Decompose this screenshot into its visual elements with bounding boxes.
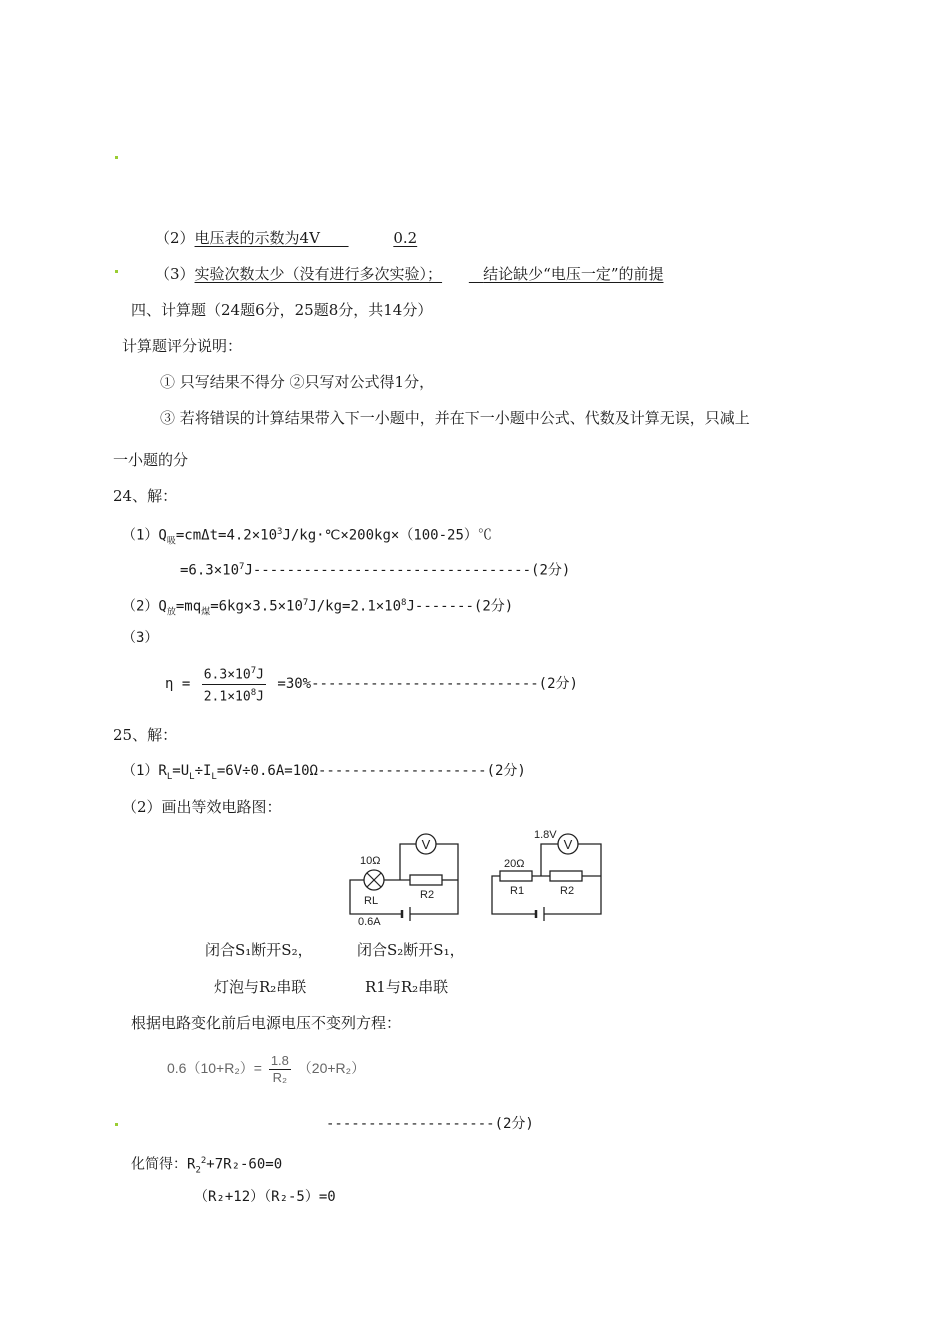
efficiency-fraction: $\frac{6.3\times 10^7J}{2.1\times 10^8J}$ <box>202 663 266 705</box>
scan-artifact <box>115 270 118 273</box>
p25-part1: $(1)R_L=U_L\div I_L=6V\div 0.6A=10\Omega--------------------(2$分) <box>122 763 526 782</box>
equation-score: --------------------(2分) <box>326 1116 534 1132</box>
scan-artifact <box>115 1123 118 1126</box>
svg-text:R1: R1 <box>510 885 525 897</box>
p24-part1: $(1)Q_吸=cm\Delta t=4.2\times 10^3J/kg\cdot℃\times 200kg\times(100-25)℃$ <box>122 527 492 547</box>
simplified-equation: 化简得：$R_2^2+7R_2-60=0$ <box>131 1156 283 1176</box>
circuit-diagram-2 <box>486 824 616 924</box>
answer-q2: （2）电压表的示数为4V 0.2 <box>155 229 418 247</box>
resistor-icon <box>500 871 532 881</box>
section-title: 四、计算题（24题6分，25题8分，共14分） <box>131 301 433 319</box>
svg-text:10Ω: 10Ω <box>360 855 381 867</box>
svg-text:RL: RL <box>364 895 379 907</box>
scan-artifact <box>115 156 118 159</box>
answer-q3: （3）实验次数太少（没有进行多次实验）； 结论缺少“电压一定”的前提 <box>155 265 664 283</box>
svg-text:20Ω: 20Ω <box>504 858 525 870</box>
q2-answer: 电压表的示数为4V <box>194 229 320 247</box>
circuit-2-caption: 闭合S₂断开S₁， <box>357 941 465 959</box>
circuit-diagram-1 <box>340 828 480 928</box>
svg-text:V: V <box>421 837 431 852</box>
resistor-icon <box>410 875 442 885</box>
problem-25-heading: 25、解： <box>113 726 178 744</box>
q2-answer2: 0.2 <box>393 229 418 247</box>
rule-3: ③ 若将错误的计算结果带入下一小题中，并在下一小题中公式、代数及计算无误，只减上 <box>160 409 750 427</box>
p24-part3: （3） <box>122 630 159 646</box>
svg-text:V: V <box>563 837 573 852</box>
circuit-1-caption: 闭合S₁断开S₂， <box>205 941 313 959</box>
svg-text:R2: R2 <box>420 889 435 901</box>
svg-text:R2: R2 <box>560 885 575 897</box>
problem-24-heading: 24、解： <box>113 487 178 505</box>
factored-equation: （R₂+12）（R₂-5）=0 <box>194 1189 336 1205</box>
rule-1: ① 只写结果不得分 ②只写对公式得1分， <box>160 373 435 391</box>
efficiency-formula: η = $\frac{6.3\times 10^7J}{2.1\times 10^8J}$ =30%---------------------------(2分) <box>165 662 578 706</box>
resistor-icon <box>550 871 582 881</box>
p24-part1-result: $=6.3\times 10^7J---------------------------------(2$分) <box>180 562 571 579</box>
q3-answer2: 结论缺少“电压一定”的前提 <box>483 265 664 283</box>
scoring-title: 计算题评分说明： <box>122 337 243 355</box>
equation-fraction: $\frac{1.8}{\text{R₂}}$ <box>270 1052 289 1085</box>
equation-intro: 根据电路变化前后电源电压不变列方程： <box>131 1014 402 1032</box>
q3-answer: 实验次数太少（没有进行多次实验）； <box>194 265 443 283</box>
svg-text:0.6A: 0.6A <box>358 916 381 928</box>
equation: 0.6（10+R₂）= $\frac{1.8}{\text{R₂}}$ （20+R₂） <box>167 1052 366 1085</box>
circuit-1-caption-2: 灯泡与R₂串联 <box>214 978 307 996</box>
svg-text:1.8V: 1.8V <box>534 829 557 841</box>
p24-part2: $(2)Q_放=mq_煤=6kg\times 3.5\times 10^7J/kg=2.1\times 10^8J-------(2$分) <box>122 598 514 618</box>
p25-part2: （2）画出等效电路图： <box>122 798 282 816</box>
circuit-2-caption-2: R1与R₂串联 <box>365 978 449 996</box>
rule-3-cont: 一小题的分 <box>113 451 189 469</box>
